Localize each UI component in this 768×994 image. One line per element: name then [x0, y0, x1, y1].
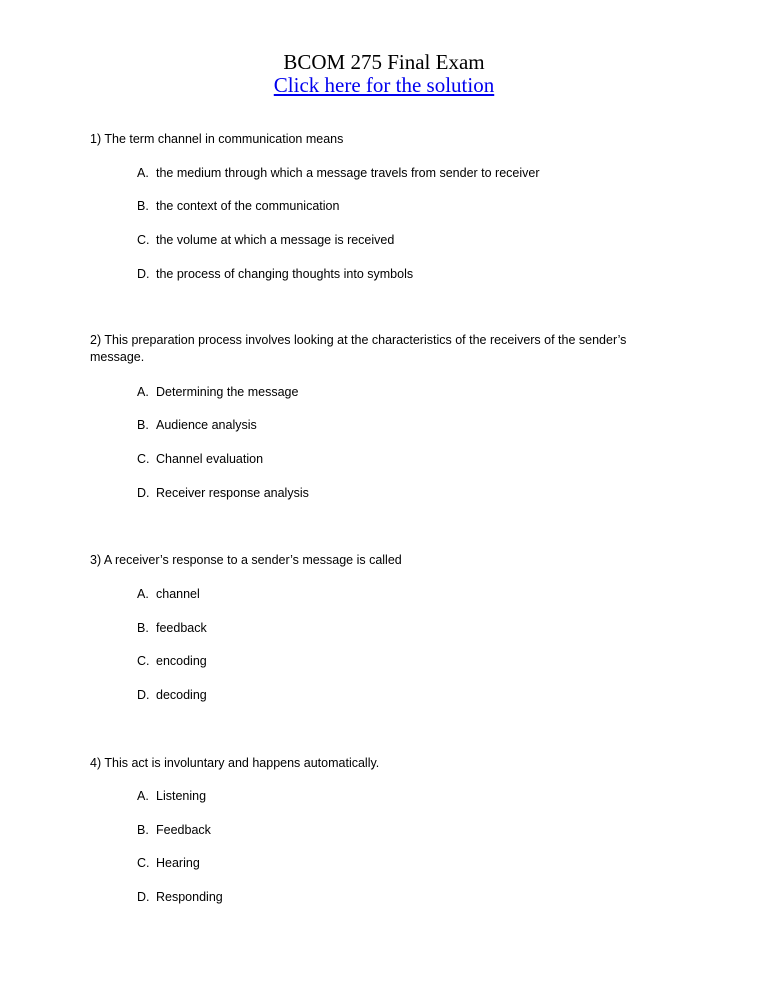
- option-text: Listening: [156, 789, 207, 803]
- option-text: Receiver response analysis: [156, 486, 309, 500]
- option-letter: C.: [137, 856, 150, 870]
- question-3-option-b: [137, 621, 207, 635]
- question-4-option-c: [137, 856, 200, 870]
- question-1-text: 1) The term channel in communication means: [90, 132, 344, 146]
- question-3-option-a: [137, 587, 200, 601]
- question-4-option-b: [137, 823, 211, 837]
- question-2-option-c: [137, 452, 263, 466]
- option-text: Hearing: [156, 856, 200, 870]
- option-text: feedback: [156, 621, 207, 635]
- option-text: the process of changing thoughts into symbols: [156, 267, 414, 281]
- option-text: the volume at which a message is received: [156, 233, 395, 247]
- question-3-text: 3) A receiver’s response to a sender’s message is called: [90, 553, 402, 567]
- option-text: the context of the communication: [156, 199, 340, 213]
- option-letter: B.: [137, 418, 149, 432]
- question-1-option-b: [137, 199, 339, 213]
- page-title: BCOM 275 Final Exam: [283, 50, 485, 74]
- option-text: the medium through which a message travels from sender to receiver: [156, 166, 540, 180]
- question-3-option-d: [137, 688, 207, 702]
- question-1-option-a: [137, 166, 540, 180]
- option-text: Channel evaluation: [156, 452, 264, 466]
- question-4-option-a: [137, 789, 206, 803]
- solution-link-line: [0, 73, 768, 98]
- question-1-option-c: [137, 233, 394, 247]
- option-text: Feedback: [156, 823, 211, 837]
- question-3-option-c: [137, 654, 207, 668]
- question-4-text: 4) This act is involuntary and happens automatically.: [90, 756, 380, 770]
- option-letter: C.: [137, 654, 150, 668]
- option-letter: C.: [137, 233, 150, 247]
- question-2-option-d: [137, 486, 309, 500]
- question-4-option-d: [137, 890, 223, 904]
- option-letter: D.: [137, 890, 150, 904]
- solution-link[interactable]: Click here for the solution: [273, 73, 495, 97]
- question-1-option-d: [137, 267, 413, 281]
- option-letter: A.: [137, 789, 149, 803]
- question-2-option-b: [137, 418, 257, 432]
- question-2-option-a: [137, 385, 298, 399]
- option-text: Determining the message: [156, 385, 299, 399]
- option-letter: C.: [137, 452, 150, 466]
- option-text: channel: [156, 587, 200, 601]
- option-letter: A.: [137, 587, 149, 601]
- option-letter: A.: [137, 166, 149, 180]
- option-letter: B.: [137, 823, 149, 837]
- option-letter: B.: [137, 199, 149, 213]
- question-2-text: 2) This preparation process involves looking at the characteristics of the receivers of the sender’s message.: [90, 333, 627, 364]
- option-text: encoding: [156, 654, 207, 668]
- option-letter: D.: [137, 267, 150, 281]
- option-letter: A.: [137, 385, 149, 399]
- option-text: Responding: [156, 890, 223, 904]
- option-text: decoding: [156, 688, 207, 702]
- option-letter: D.: [137, 688, 150, 702]
- option-text: Audience analysis: [156, 418, 257, 432]
- option-letter: B.: [137, 621, 149, 635]
- option-letter: D.: [137, 486, 150, 500]
